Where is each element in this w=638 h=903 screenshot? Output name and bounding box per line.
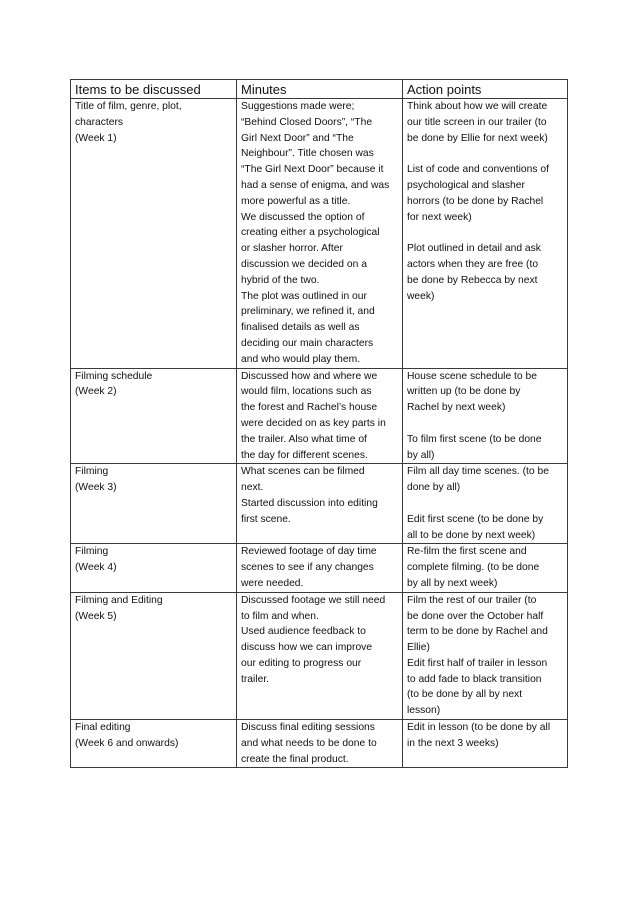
minutes-cell [237, 544, 403, 592]
cell-text-line: Suggestions made were; [241, 101, 355, 112]
cell-text-line: Filming [75, 466, 109, 478]
actions-cell [403, 544, 568, 592]
cell-text-line: complete filming. (to be done [407, 562, 540, 574]
cell-text-line: be done by Rebecca by next [407, 274, 538, 286]
cell-text-line: Film the rest of our trailer (to [407, 594, 537, 606]
actions-cell [403, 464, 568, 544]
cell-text-line: creating either a psychological [241, 227, 380, 239]
cell-text-line: (to be done by all by next [407, 689, 523, 701]
cell-text-line: Rachel by next week) [407, 402, 506, 414]
table-row [71, 720, 568, 768]
cell-text-line: Discuss final editing sessions [241, 722, 375, 734]
cell-text-line: had a sense of enigma, and was [241, 179, 390, 191]
cell-text-line: be done by Ellie for next week) [407, 132, 548, 144]
blank-line [407, 416, 563, 432]
cell-text-line: week) [407, 290, 435, 302]
minutes-cell [237, 592, 403, 719]
cell-text-line: and who would play them. [241, 353, 361, 365]
cell-text-line: would film, locations such as [241, 386, 372, 398]
cell-text-line: Edit first half of trailer in lesson [407, 657, 548, 669]
blank-line [407, 225, 563, 241]
cell-text-line: Final editing [75, 722, 131, 734]
meeting-minutes-table [70, 79, 568, 768]
table-row [71, 368, 568, 464]
cell-text-line: House scene schedule to be [407, 370, 537, 382]
cell-text-line: next. [241, 482, 264, 494]
cell-text-line: We discussed the option of [241, 211, 365, 223]
table-row [71, 99, 568, 369]
cell-text-line: psychological and slasher [407, 179, 525, 191]
cell-text-line: Used audience feedback to [241, 626, 366, 638]
cell-text-line: Title of film, genre, plot, [75, 101, 182, 112]
cell-text-line: Filming and Editing [75, 594, 163, 606]
cell-text-line: (Week 4) [75, 562, 117, 574]
cell-text-line: in the next 3 weeks) [407, 737, 499, 749]
cell-text-line: Filming [75, 546, 109, 558]
cell-text-line: and what needs to be done to [241, 737, 377, 749]
actions-cell [403, 720, 568, 768]
cell-text-line: Film all day time scenes. (to be [407, 466, 549, 478]
header-minutes: Minutes [237, 80, 403, 99]
cell-text-line: finalised details as well as [241, 322, 360, 334]
header-action-points: Action points [403, 80, 568, 99]
item-cell [71, 720, 237, 768]
cell-text-line: (Week 1) [75, 132, 117, 144]
cell-text-line: scenes to see if any changes [241, 562, 374, 574]
cell-text-line: Neighbour”. Title chosen was [241, 148, 374, 160]
cell-text-line: Think about how we will create [407, 101, 548, 112]
cell-text-line: Plot outlined in detail and ask [407, 243, 541, 255]
table-row [71, 464, 568, 544]
cell-text-line: all to be done by next week) [407, 529, 536, 541]
cell-text-line: trailer. [241, 673, 270, 685]
cell-text-line: or slasher horror. After [241, 243, 343, 255]
cell-text-line: (Week 2) [75, 386, 117, 398]
cell-text-line: Started discussion into editing [241, 497, 378, 509]
table-header-row [71, 80, 568, 99]
cell-text-line: What scenes can be filmed [241, 466, 365, 478]
cell-text-line: Ellie) [407, 642, 430, 654]
cell-text-line: characters [75, 116, 124, 128]
cell-text-line: preliminary, we refined it, and [241, 306, 375, 318]
item-cell [71, 99, 237, 369]
cell-text-line: be done over the October half [407, 610, 544, 622]
cell-text-line: the day for different scenes. [241, 449, 368, 461]
actions-cell [403, 368, 568, 464]
cell-text-line: Re-film the first scene and [407, 546, 527, 558]
cell-text-line: our editing to progress our [241, 657, 362, 669]
cell-text-line: the trailer. Also what time of [241, 433, 367, 445]
cell-text-line: Reviewed footage of day time [241, 546, 377, 558]
cell-text-line: discussion we decided on a [241, 258, 367, 270]
cell-text-line: Edit first scene (to be done by [407, 513, 544, 525]
cell-text-line: our title screen in our trailer (to [407, 116, 547, 128]
item-cell [71, 368, 237, 464]
table-body [71, 99, 568, 768]
cell-text-line: by all) [407, 449, 435, 461]
cell-text-line: deciding our main characters [241, 337, 374, 349]
cell-text-line: lesson) [407, 705, 441, 717]
cell-text-line: Girl Next Door” and “The [241, 132, 354, 144]
cell-text-line: The plot was outlined in our [241, 290, 367, 302]
minutes-cell [237, 464, 403, 544]
cell-text-line: Discussed footage we still need [241, 594, 386, 606]
cell-text-line: the forest and Rachel’s house [241, 402, 378, 414]
cell-text-line: were needed. [241, 577, 304, 589]
blank-line [407, 146, 563, 162]
cell-text-line: were decided on as key parts in [241, 417, 386, 429]
table-row [71, 592, 568, 719]
cell-text-line: horrors (to be done by Rachel [407, 195, 544, 207]
cell-text-line: List of code and conventions of [407, 164, 549, 176]
item-cell [71, 592, 237, 719]
minutes-cell [237, 368, 403, 464]
cell-text-line: Discussed how and where we [241, 370, 378, 382]
cell-text-line: Edit in lesson (to be done by all [407, 722, 551, 734]
cell-text-line: term to be done by Rachel and [407, 626, 548, 638]
minutes-cell [237, 99, 403, 369]
item-cell [71, 464, 237, 544]
cell-text-line: for next week) [407, 211, 472, 223]
cell-text-line: hybrid of the two. [241, 274, 320, 286]
table-row [71, 544, 568, 592]
cell-text-line: create the final product. [241, 753, 349, 765]
cell-text-line: (Week 3) [75, 482, 117, 494]
cell-text-line: Filming schedule [75, 370, 153, 382]
item-cell [71, 544, 237, 592]
minutes-cell [237, 720, 403, 768]
cell-text-line: first scene. [241, 513, 291, 525]
actions-cell [403, 99, 568, 369]
cell-text-line: actors when they are free (to [407, 258, 539, 270]
cell-text-line: “Behind Closed Doors”, “The [241, 116, 373, 128]
cell-text-line: to film and when. [241, 610, 319, 622]
cell-text-line: more powerful as a title. [241, 195, 351, 207]
cell-text-line: by all by next week) [407, 577, 498, 589]
cell-text-line: (Week 5) [75, 610, 117, 622]
header-items: Items to be discussed [71, 80, 237, 99]
cell-text-line: discuss how we can improve [241, 642, 373, 654]
cell-text-line: to add fade to black transition [407, 673, 542, 685]
blank-line [407, 496, 563, 512]
cell-text-line: “The Girl Next Door” because it [241, 164, 384, 176]
actions-cell [403, 592, 568, 719]
cell-text-line: To film first scene (to be done [407, 433, 542, 445]
cell-text-line: written up (to be done by [407, 386, 521, 398]
cell-text-line: (Week 6 and onwards) [75, 737, 179, 749]
cell-text-line: done by all) [407, 482, 461, 494]
